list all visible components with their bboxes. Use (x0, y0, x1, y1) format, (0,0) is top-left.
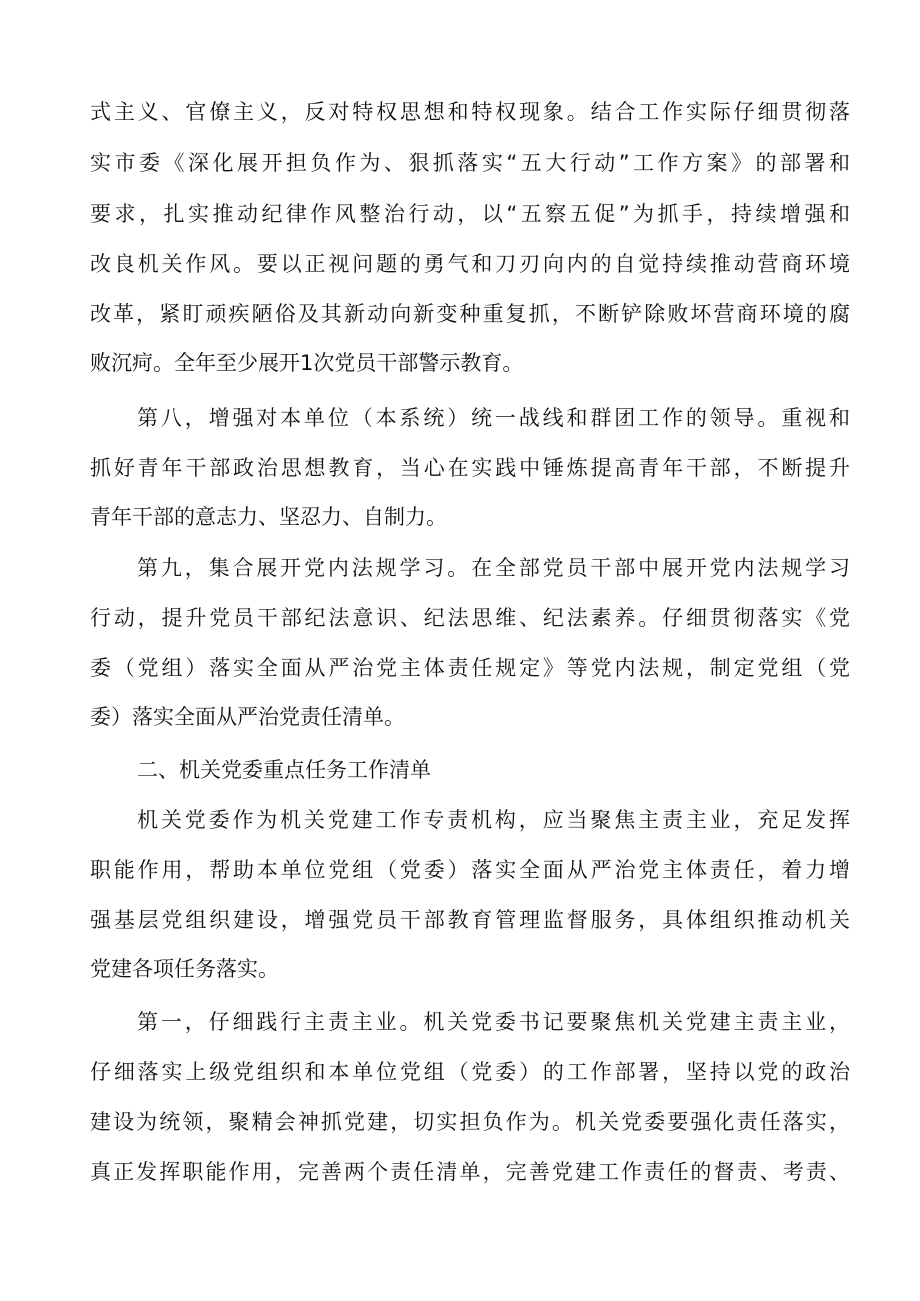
text-line: 青年干部的意志力、坚忍力、自制力。 (90, 505, 447, 529)
text-line: 真正发挥职能作用，完善两个责任清单，完善党建工作责任的督责、考责、 (90, 1160, 850, 1184)
text-line: 改革，紧盯顽疾陋俗及其新动向新变种重复抓，不断铲除败坏营商环境的腐 (90, 302, 850, 326)
text-line: 第八，增强对本单位（本系统）统一战线和群团工作的领导。重视和 (137, 406, 850, 430)
text-line: 第九，集合展开党内法规学习。在全部党员干部中展开党内法规学习 (137, 556, 850, 580)
text-line: 实市委《深化展开担负作为、狠抓落实“五大行动”工作方案》的部署和 (90, 151, 850, 175)
text-line: 改良机关作风。要以正视问题的勇气和刀刃向内的自觉持续推动营商环境 (90, 252, 850, 276)
text-line: 行动，提升党员干部纪法意识、纪法思维、纪法素养。仔细贯彻落实《党 (90, 606, 850, 630)
text-line: 仔细落实上级党组织和本单位党组（党委）的工作部署，坚持以党的政治 (90, 1060, 850, 1084)
text-line: 党建各项任务落实。 (90, 957, 279, 981)
text-line: 机关党委作为机关党建工作专责机构，应当聚焦主责主业，充足发挥 (137, 808, 850, 832)
text-line: 式主义、官僚主义，反对特权思想和特权现象。结合工作实际仔细贯彻落 (90, 100, 850, 124)
text-line: 抓好青年干部政治思想教育，当心在实践中锤炼提高青年干部，不断提升 (90, 456, 850, 480)
text-line: 职能作用，帮助本单位党组（党委）落实全面从严治党主体责任，着力增 (90, 858, 850, 882)
text-line: 败沉疴。全年至少展开1次党员干部警示教育。 (90, 351, 524, 375)
text-line: 委（党组）落实全面从严治党主体责任规定》等党内法规，制定党组（党 (90, 656, 850, 680)
text-line: 建设为统领，聚精会神抓党建，切实担负作为。机关党委要强化责任落实， (90, 1110, 850, 1134)
text-line: 委）落实全面从严治党责任清单。 (90, 705, 405, 729)
text-line: 要求，扎实推动纪律作风整治行动，以“五察五促”为抓手，持续增强和 (90, 202, 850, 226)
section-heading: 二、机关党委重点任务工作清单 (137, 758, 431, 782)
text-line: 第一，仔细践行主责主业。机关党委书记要聚焦机关党建主责主业， (137, 1010, 850, 1034)
text-line: 强基层党组织建设，增强党员干部教育管理监督服务，具体组织推动机关 (90, 908, 850, 932)
